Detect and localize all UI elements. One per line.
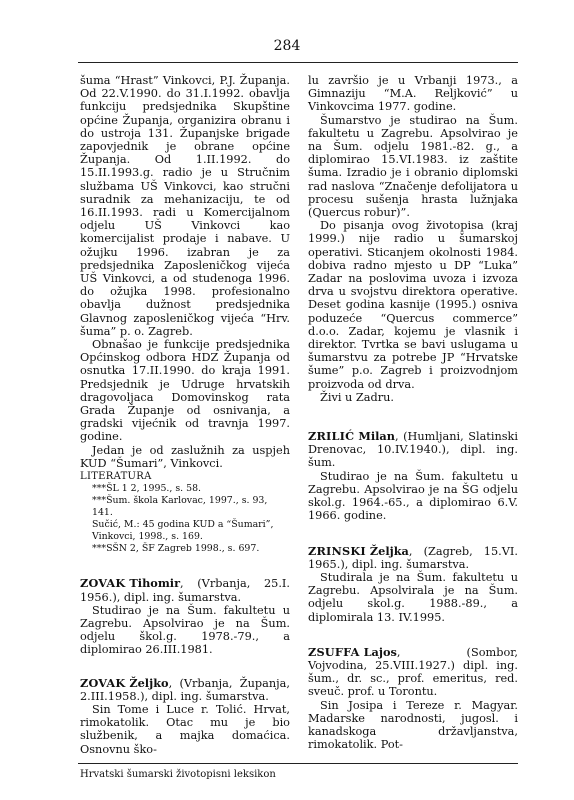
entry-given-name: Tihomir (129, 576, 181, 591)
footer-title: Hrvatski šumarski životopisni leksikon (80, 769, 276, 780)
entry-head-details: , (Vrbanja, Županja, 2.III.1958.), dipl. ing. šumarstva. (80, 676, 290, 703)
continued-paragraph: lu završio je u Vrbanji 1973., a Gimnaziju “M.A. Reljković” u Vinkovcima 1977. godine. (308, 74, 518, 114)
entry-heading (308, 646, 518, 699)
biography-entry (308, 545, 518, 624)
literature-item: ***Šum. škola Karlovac, 1997., s. 93, 141. (92, 495, 268, 519)
footer-rule (78, 763, 518, 764)
entry-head-details: , (Sombor, Vojvodina, 25.VIII.1927.) dipl. ing. šum., dr. sc., prof. emeritus, red. sveuč. prof. u Torontu. (308, 645, 518, 699)
biography-entry (80, 677, 290, 756)
entry-head-details: , (Zagreb, 15.VI. 1965.), dipl. ing. šumarstva. (308, 544, 518, 571)
biography-entry (308, 430, 518, 522)
entry-paragraph: Sin Tome i Luce r. Tolić. Hrvat, rimokatolik. Otac mu je bio službenik, a majka domaćica. Osnovnu ško- (80, 702, 290, 756)
literature-section (80, 470, 290, 555)
entry-given-name: Željko (129, 675, 169, 690)
left-column (80, 74, 290, 756)
entry-heading (308, 545, 518, 571)
entry-paragraph: Studirao je na Šum. fakultetu u Zagrebu. Apsolvirao je na Šum. odjelu škol.g. 1978.-79., a diplomirao 26.III.1981. (80, 603, 290, 657)
entry-given-name: Željka (369, 543, 409, 558)
entry-paragraph: Studirao je na Šum. fakultetu u Zagrebu. Apsolvirao je na ŠG odjelu skol.g. 1964.-65., a diplomirao 6.V. 1966. godine. (308, 469, 518, 523)
biography-entry (80, 577, 290, 656)
continued-paragraph: Šumarstvo je studirao na Šum. fakultetu u Zagrebu. Apsolvirao je na Šum. odjelu 1981.-82. g., a diplomirao 15.VI.1983. iz zaštite šuma. Izradio je i obranio diplomski rad naslova “Značenje defolijatora u procesu sušenja hrasta lužnjaka (Quercus robur)”. (308, 113, 518, 220)
entry-surname: ZRINSKI (308, 543, 366, 558)
entry-surname: ZRILIĆ (308, 429, 355, 444)
right-column (308, 74, 518, 751)
continued-paragraph: Jedan je od zaslužnih za uspjeh KUD “Šumari”, Vinkovci. (80, 443, 290, 470)
continued-paragraph: Živi u Zadru. (320, 390, 394, 404)
entry-head-details: , (Humljani, Slatinski Drenovac, 10.IV.1940.), dipl. ing. šum. (308, 430, 518, 470)
entry-given-name: Milan (358, 429, 395, 444)
entry-paragraph: Studirala je na Šum. fakultetu u Zagrebu. Apsolvirala je na Šum. odjelu skol.g. 1988.-89., a diplomirala 13. IV.1995. (308, 570, 518, 624)
entry-heading (308, 430, 518, 470)
entry-surname: ZOVAK (80, 576, 126, 591)
literature-title: LITERATURA (80, 471, 152, 483)
continued-paragraph: šuma “Hrast” Vinkovci, P.J. Županja. Od 22.V.1990. do 31.I.1992. obavlja funkciju predsjednika Skupštine općine Županja, organizira obranu i do ustroja 131. Županjske brigade zapovjednik je obrane općine Županja. Od 1.II.1992. do 15.II.1993.g. radio je u Stručnim službama UŠ Vinkovci, kao stručni suradnik za mehanizaciju, te od 16.II.1993. radi u Komercijalnom odjelu UŠ Vinkovci kao komercijalist prodaje i nabave. U ožujku 1996. izabran je za predsjednika Zaposleničkog vijeća UŠ Vinkovci, a od studenoga 1996. do ožujka 1998. profesionalno obavlja dužnost predsjednika Glavnog zaposleničkog vijeća “Hrv. šuma” p. o. Zagreb. (80, 74, 290, 338)
continued-paragraph: Do pisanja ovog životopisa (kraj 1999.) nije radio u šumarskoj operativi. Sticanjem okolnosti 1984. dobiva radno mjesto u DP “Luka” Zadar na poslovima uvoza i izvoza drva u svojstvu direktora operative. Deset godina kasnije (1995.) osniva poduzeće “Quercus commerce” d.o.o. Zadar, kojemu je vlasnik i direktor. Tvrtka se bavi uslugama u šumarstvu za potrebe JP “Hrvatske šume” p.o. Zagreb i proizvodnjom proizvoda od drva. (308, 219, 518, 391)
entry-surname: ZSUFFA (308, 644, 360, 659)
entry-given-name: Lajos (363, 644, 397, 659)
continued-paragraph: Obnašao je funkcije predsjednika Općinskog odbora HDZ Županja od osnutka 17.II.1990. do kraja 1991. Predsjednik je Udruge hrvatskih dragovoljaca Domovinskog rata Grada Županje od osnivanja, a gradski vijećnik od travnja 1997. godine. (80, 338, 290, 444)
literature-item: ***SŠN 2, ŠF Zagreb 1998., s. 697. (92, 543, 260, 555)
page-number: 284 (273, 38, 301, 54)
biography-entry (308, 646, 518, 752)
entry-heading (80, 677, 290, 703)
entry-surname: ZOVAK (80, 675, 126, 690)
entry-heading (80, 577, 290, 603)
entry-paragraph: Sin Josipa i Tereze r. Magyar. Madarske narodnosti, jugosl. i kanadskoga državljanstva, rimokatolik. Pot- (308, 698, 518, 752)
header-rule (78, 62, 518, 63)
entry-head-details: , (Vrbanja, 25.I. 1956.), dipl. ing. šumarstva. (80, 577, 290, 604)
literature-item: ***ŠL 1 2, 1995., s. 58. (92, 483, 202, 495)
literature-item: Sučić, M.: 45 godina KUD a “Šumari”, Vinkovci, 1998., s. 169. (92, 519, 274, 543)
